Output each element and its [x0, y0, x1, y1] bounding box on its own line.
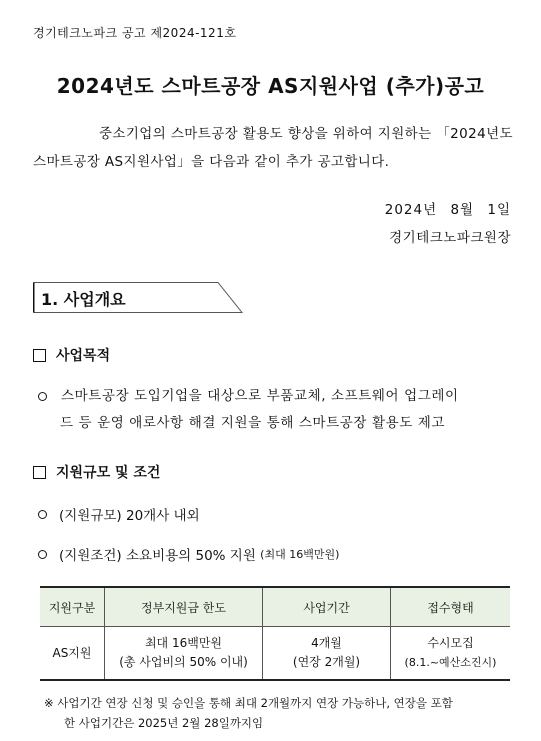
scale-heading — [33, 462, 160, 482]
period-line-1: 4개월 — [311, 636, 342, 650]
intro-paragraph — [33, 120, 513, 176]
scale-item-2-text: (지원조건) 소요비용의 50% 지원 — [59, 548, 256, 564]
limit-line-1: 최대 16백만원 — [144, 636, 223, 650]
scale-item-2 — [38, 544, 339, 564]
period-line-2: (연장 2개월) — [292, 655, 361, 669]
circle-bullet-icon — [38, 550, 47, 559]
section-header-box — [33, 282, 241, 312]
square-bullet-icon — [33, 466, 46, 479]
purpose-heading — [33, 345, 110, 365]
footnote — [44, 693, 514, 733]
table-header-row — [40, 587, 510, 627]
document-number: 경기테크노파크 공고 제2024-121호 — [33, 26, 237, 40]
purpose-line-2: 드 등 운영 애로사항 해결 지원을 통해 스마트공장 활용도 제고 — [60, 415, 446, 431]
table-row — [40, 627, 510, 681]
section-title: 1. 사업개요 — [41, 290, 126, 309]
circle-bullet-icon — [38, 510, 47, 519]
footnote-line-1: ※ 사업기간 연장 신청 및 승인을 통해 최대 2개월까지 연장 가능하나, 연장을 포함 — [44, 696, 453, 710]
table-header-cell: 접수형태 — [391, 587, 511, 627]
scale-item-2-note: (최대 16백만원) — [260, 548, 340, 561]
announcement-date: 2024년 8월 1일 — [384, 202, 511, 218]
form-line-1: 수시모집 — [427, 636, 474, 650]
form-line-2: (8.1.~예산소진시) — [404, 656, 497, 669]
limit-line-2: (총 사업비의 50% 이내) — [119, 655, 248, 669]
table-cell-type: AS지원 — [40, 627, 105, 681]
circle-bullet-icon — [38, 392, 47, 401]
intro-line-1: 중소기업의 스마트공장 활용도 향상을 위하여 지원하는 「2024년도 — [98, 126, 513, 142]
scale-heading-label: 지원규모 및 조건 — [56, 465, 161, 481]
purpose-line-1: 스마트공장 도입기업을 대상으로 부품교체, 소프트웨어 업그레이 — [61, 388, 459, 404]
table-cell-limit — [105, 627, 263, 681]
purpose-text — [38, 383, 508, 437]
table-cell-period — [263, 627, 391, 681]
issuer: 경기테크노파크원장 — [389, 230, 511, 246]
table-header-cell: 지원구분 — [40, 587, 105, 627]
purpose-line-1-wrap — [38, 388, 459, 404]
purpose-heading-label: 사업목적 — [56, 348, 111, 364]
support-table — [40, 586, 510, 681]
table-header-cell: 정부지원금 한도 — [105, 587, 263, 627]
scale-item-1 — [38, 504, 200, 524]
table-header-cell: 사업기간 — [263, 587, 391, 627]
page-title: 2024년도 스마트공장 AS지원사업 (추가)공고 — [56, 74, 485, 98]
square-bullet-icon — [33, 349, 46, 362]
table-cell-form — [391, 627, 511, 681]
footnote-line-2: 한 사업기간은 2025년 2월 28일까지임 — [64, 716, 264, 730]
scale-item-1-text: (지원규모) 20개사 내외 — [59, 508, 200, 524]
intro-line-2: 스마트공장 AS지원사업」을 다음과 같이 추가 공고합니다. — [33, 154, 390, 170]
